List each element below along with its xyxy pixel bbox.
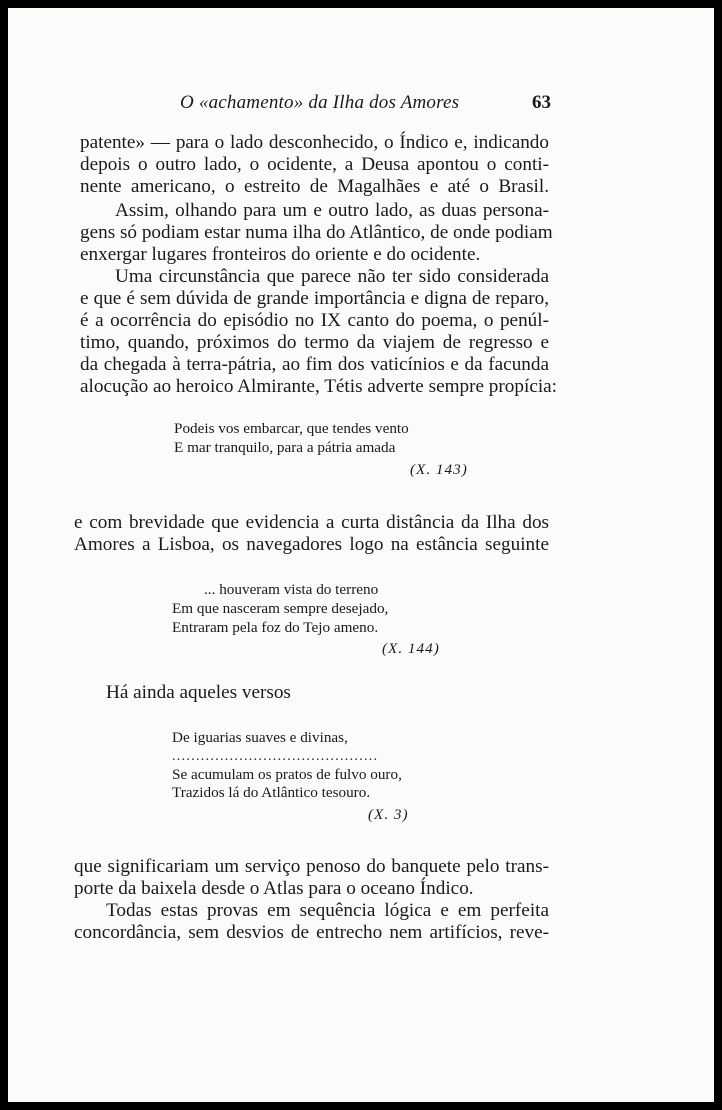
quote-2-line-1: ... houveram vista do terreno	[204, 581, 379, 598]
paragraph-1-line-2: depois o outro lado, o ocidente, a Deusa apontou o conti-	[80, 154, 549, 175]
paragraph-2-line-2: gens só podiam estar numa ilha do Atlântico, de onde podiam	[80, 222, 553, 243]
quote-1-line-2: E mar tranquilo, para a pátria amada	[174, 439, 396, 456]
running-title: O «achamento» da Ilha dos Amores	[180, 92, 460, 113]
paragraph-3-line-6: alocução ao heroico Almirante, Tétis adverte sempre propícia:	[80, 376, 558, 397]
paragraph-3-line-1: Uma circunstância que parece não ter sido considerada	[115, 266, 549, 287]
paragraph-5-line-1: Há ainda aqueles versos	[106, 682, 291, 703]
paragraph-7-line-2: concordância, sem desvios de entrecho nem artifícios, reve-	[74, 922, 549, 943]
paragraph-3-line-2: e que é sem dúvida de grande importância e digna de reparo,	[80, 288, 549, 309]
page-number: 63	[532, 92, 551, 113]
paragraph-4-line-1: e com brevidade que evidencia a curta distância da Ilha dos	[74, 512, 549, 533]
paragraph-4-line-2: Amores a Lisboa, os navegadores logo na estância seguinte	[74, 534, 549, 555]
book-page	[8, 8, 714, 1102]
quote-3-citation: (X. 3)	[368, 806, 409, 823]
quote-3-line-3: Trazidos lá do Atlântico tesouro.	[172, 784, 371, 801]
quote-2-line-2: Em que nasceram sempre desejado,	[172, 600, 389, 617]
quote-3-line-1: De iguarias suaves e divinas,	[172, 729, 348, 746]
paragraph-3-line-4: timo, quando, próximos do termo da viajem de regresso e	[80, 332, 549, 353]
running-header	[8, 88, 714, 118]
paragraph-3-line-3: é a ocorrência do episódio no IX canto do poema, o penúl-	[80, 310, 549, 331]
quote-3-line-2: Se acumulam os pratos de fulvo ouro,	[172, 766, 402, 783]
paragraph-1-line-3: nente americano, o estreito de Magalhães e até o Brasil.	[80, 176, 549, 197]
quote-1-citation: (X. 143)	[410, 461, 468, 478]
quote-2-line-3: Entraram pela foz do Tejo ameno.	[172, 619, 379, 636]
paragraph-3-line-5: da chegada à terra-pátria, ao fim dos vaticínios e da facunda	[80, 354, 549, 375]
quote-1-line-1: Podeis vos embarcar, que tendes vento	[174, 420, 409, 437]
paragraph-1-line-1: patente» — para o lado desconhecido, o Índico e, indicando	[80, 132, 549, 153]
paragraph-7-line-1: Todas estas provas em sequência lógica e em perfeita	[106, 900, 549, 921]
quote-3-ellipsis: ...........................................	[172, 750, 379, 764]
paragraph-2-line-3: enxergar lugares fronteiros do oriente e do ocidente.	[80, 244, 481, 265]
paragraph-6-line-2: porte da baixela desde o Atlas para o oceano Índico.	[74, 878, 474, 899]
quote-2-citation: (X. 144)	[382, 640, 440, 657]
paragraph-2-line-1: Assim, olhando para um e outro lado, as duas persona-	[115, 200, 549, 221]
paragraph-6-line-1: que significariam um serviço penoso do banquete pelo trans-	[74, 856, 549, 877]
